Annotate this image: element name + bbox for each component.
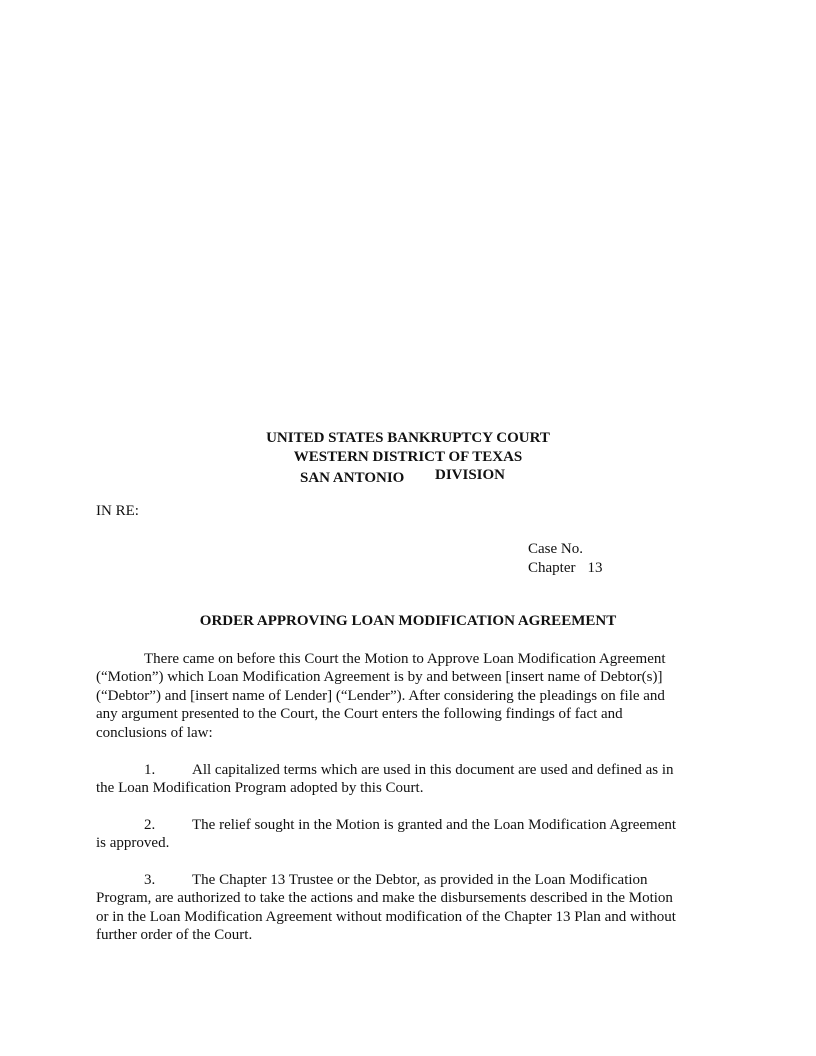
finding-first-line [96, 816, 720, 834]
case-info [528, 540, 602, 577]
chapter-row [528, 559, 602, 578]
finding-paragraph-2 [96, 816, 720, 853]
finding-line: The relief sought in the Motion is granted and the Loan Modification Agreement [192, 817, 677, 833]
finding-line: The Chapter 13 Trustee or the Debtor, as provided in the Loan Modification [192, 872, 648, 888]
finding-line: All capitalized terms which are used in this document are used and defined as in [192, 762, 674, 778]
case-number-label: Case No. [528, 541, 583, 557]
intro-line: (“Motion”) which Loan Modification Agreement is by and between [insert name of Debtor(s)] [96, 669, 663, 686]
division-label: DIVISION [435, 467, 506, 483]
court-division [0, 466, 816, 485]
chapter-label: Chapter [528, 559, 576, 576]
finding-first-line [96, 761, 720, 779]
finding-paragraph-1 [96, 761, 720, 798]
finding-number: 3. [144, 872, 156, 888]
finding-number: 2. [144, 817, 156, 833]
intro-line: any argument presented to the Court, the Court enters the following findings of fact and [96, 706, 623, 723]
finding-line: is approved. [96, 835, 170, 852]
order-title: ORDER APPROVING LOAN MODIFICATION AGREEMENT [199, 613, 617, 629]
finding-line: or in the Loan Modification Agreement without modification of the Chapter 13 Plan and without [96, 908, 676, 925]
court-district: WESTERN DISTRICT OF TEXAS [293, 448, 523, 465]
finding-line: Program, are authorized to take the actions and make the disbursements described in the Motion [96, 890, 673, 907]
intro-paragraph [96, 650, 720, 742]
finding-paragraph-3 [96, 871, 720, 945]
finding-number: 1. [144, 762, 156, 778]
in-re-label: IN RE: [96, 503, 139, 519]
finding-line: the Loan Modification Program adopted by this Court. [96, 780, 424, 797]
intro-line: (“Debtor”) and [insert name of Lender] (“Lender”). After considering the pleadings on file and [96, 687, 665, 704]
finding-line: further order of the Court. [96, 927, 253, 944]
intro-line: There came on before this Court the Motion to Approve Loan Modification Agreement [144, 651, 666, 667]
finding-first-line [96, 871, 720, 889]
chapter-number: 13 [587, 559, 603, 576]
division-city: SAN ANTONIO [300, 470, 405, 486]
court-name: UNITED STATES BANKRUPTCY COURT [266, 430, 550, 446]
intro-line: conclusions of law: [96, 724, 213, 741]
court-header [0, 429, 816, 485]
